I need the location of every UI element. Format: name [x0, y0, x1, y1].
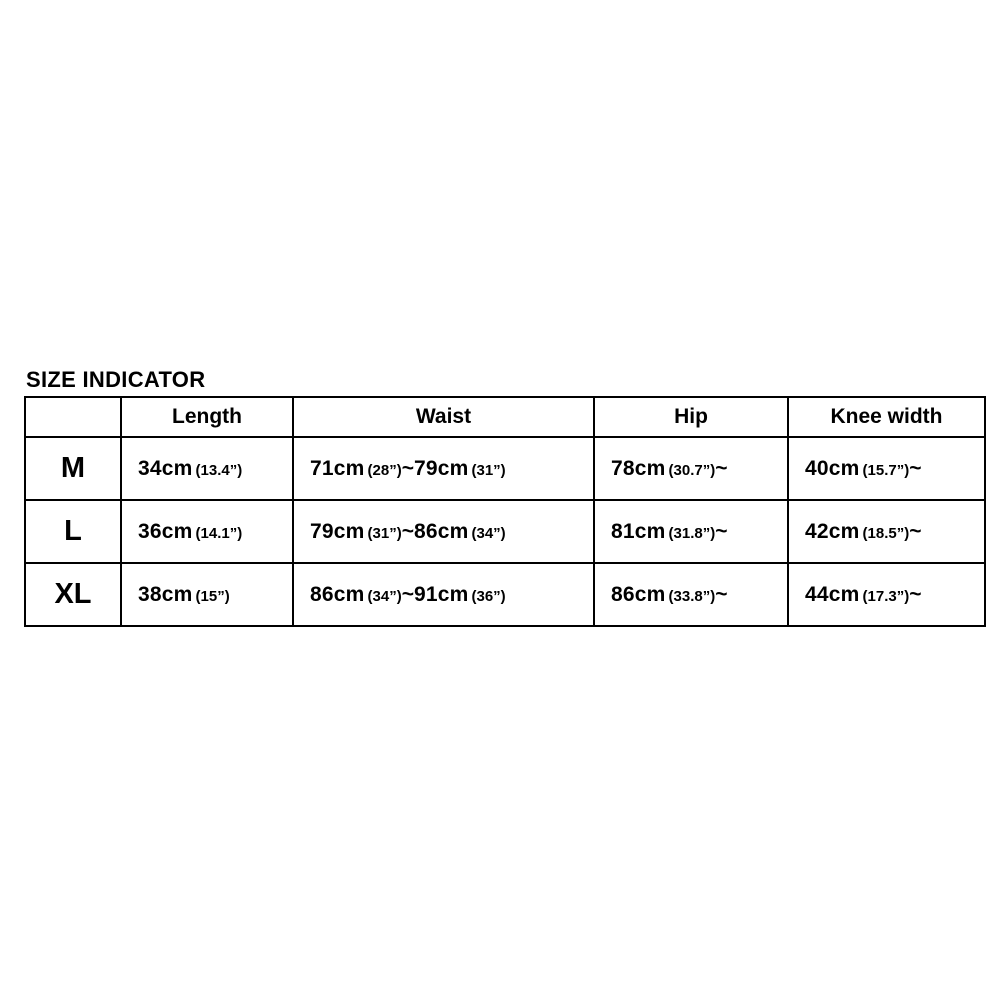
length-in: (13.4”): [195, 461, 243, 479]
size-label: XL: [25, 563, 121, 626]
hip-range-separator: ~: [715, 582, 728, 606]
length-in: (15”): [195, 587, 230, 605]
knee-range-separator: ~: [909, 582, 922, 606]
knee-width-cell: [788, 500, 985, 563]
waist-from-in: (28”): [367, 461, 402, 479]
hip-in: (30.7”): [668, 461, 716, 479]
length-cell: [121, 437, 293, 500]
waist-to-in: (34”): [471, 524, 506, 542]
header-hip: Hip: [594, 397, 788, 437]
table-row-m: [25, 437, 985, 500]
waist-from-cm: 79cm: [310, 519, 365, 543]
knee-in: (18.5”): [862, 524, 910, 542]
waist-cell: [293, 437, 594, 500]
header-waist: Waist: [293, 397, 594, 437]
length-in: (14.1”): [195, 524, 243, 542]
waist-range-separator: ~: [401, 456, 414, 480]
waist-from-cm: 71cm: [310, 456, 365, 480]
knee-in: (17.3”): [862, 587, 910, 605]
knee-width-cell: [788, 563, 985, 626]
size-indicator-title: SIZE INDICATOR: [26, 367, 206, 392]
size-label: L: [25, 500, 121, 563]
waist-to-cm: 91cm: [413, 582, 469, 606]
waist-from-cm: 86cm: [310, 582, 365, 606]
waist-to-in: (31”): [471, 461, 506, 479]
knee-in: (15.7”): [862, 461, 910, 479]
size-table: [24, 396, 986, 627]
length-cell: [121, 563, 293, 626]
header-length: Length: [121, 397, 293, 437]
table-header-row: [25, 397, 985, 437]
hip-cm: 86cm: [611, 582, 666, 606]
knee-cm: 44cm: [805, 582, 860, 606]
knee-cm: 42cm: [805, 519, 860, 543]
hip-cm: 81cm: [611, 519, 666, 543]
header-corner: [25, 397, 121, 437]
hip-cell: [594, 500, 788, 563]
header-knee-width: Knee width: [788, 397, 985, 437]
length-cell: [121, 500, 293, 563]
table-row-xl: [25, 563, 985, 626]
waist-range-separator: ~: [401, 582, 414, 606]
hip-cell: [594, 563, 788, 626]
length-cm: 34cm: [138, 456, 193, 480]
size-label: M: [25, 437, 121, 500]
knee-width-cell: [788, 437, 985, 500]
knee-range-separator: ~: [909, 519, 922, 543]
waist-from-in: (34”): [367, 587, 402, 605]
waist-cell: [293, 563, 594, 626]
knee-cm: 40cm: [805, 456, 860, 480]
length-cm: 36cm: [138, 519, 193, 543]
waist-from-in: (31”): [367, 524, 402, 542]
hip-cell: [594, 437, 788, 500]
hip-range-separator: ~: [715, 519, 728, 543]
waist-to-in: (36”): [471, 587, 506, 605]
waist-cell: [293, 500, 594, 563]
waist-to-cm: 86cm: [413, 519, 469, 543]
hip-cm: 78cm: [611, 456, 666, 480]
waist-to-cm: 79cm: [413, 456, 469, 480]
hip-range-separator: ~: [715, 456, 728, 480]
waist-range-separator: ~: [401, 519, 414, 543]
hip-in: (33.8”): [668, 587, 716, 605]
table-row-l: [25, 500, 985, 563]
knee-range-separator: ~: [909, 456, 922, 480]
hip-in: (31.8”): [668, 524, 716, 542]
length-cm: 38cm: [138, 582, 193, 606]
